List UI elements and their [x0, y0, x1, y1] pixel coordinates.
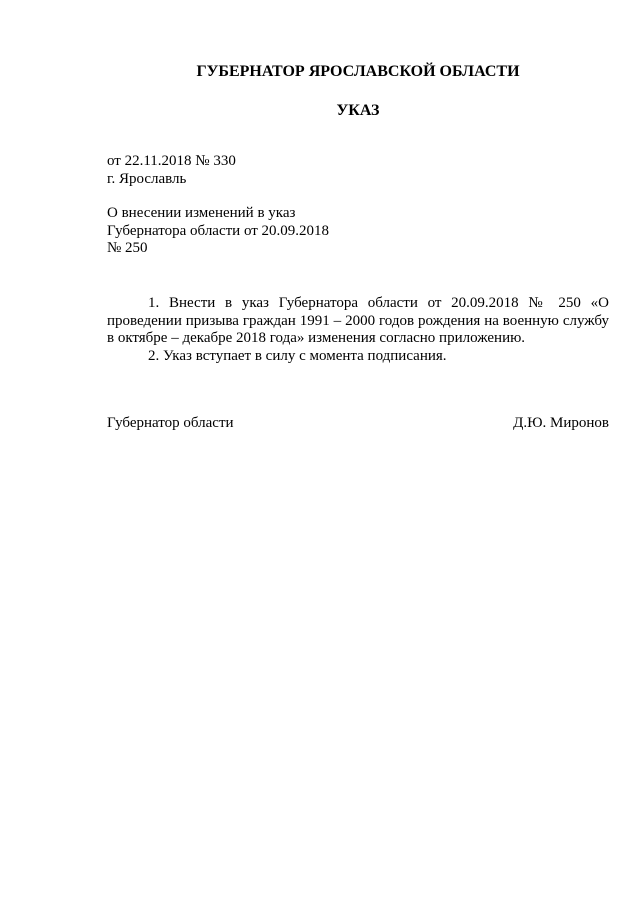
city: г. Ярославль	[107, 170, 187, 187]
document-type-heading: УКАЗ	[336, 102, 380, 119]
document-body	[107, 295, 609, 365]
subject-line-1: О внесении изменений в указ	[107, 205, 296, 221]
document-subject	[107, 205, 329, 258]
date-number: от 22.11.2018 № 330	[107, 153, 236, 169]
subject-line-3: № 250	[107, 240, 148, 256]
subject-line-2: Губернатора области от 20.09.2018	[107, 222, 330, 239]
body-paragraph-1: 1. Внести в указ Губернатора области от 20.09.2018 № 250 «О проведении призыва граждан 1991 – 2000 годов рождения на военную службу в октябре – декабре 2018 года» изменения согласно приложению.	[107, 295, 609, 346]
document-meta	[107, 153, 236, 188]
organization-heading: ГУБЕРНАТОР ЯРОСЛАВСКОЙ ОБЛАСТИ	[196, 63, 520, 80]
signature-block	[107, 415, 609, 433]
signatory-position: Губернатор области	[107, 415, 234, 431]
body-paragraph-2: 2. Указ вступает в силу с момента подписания.	[148, 347, 447, 364]
signatory-name: Д.Ю. Миронов	[513, 415, 609, 431]
